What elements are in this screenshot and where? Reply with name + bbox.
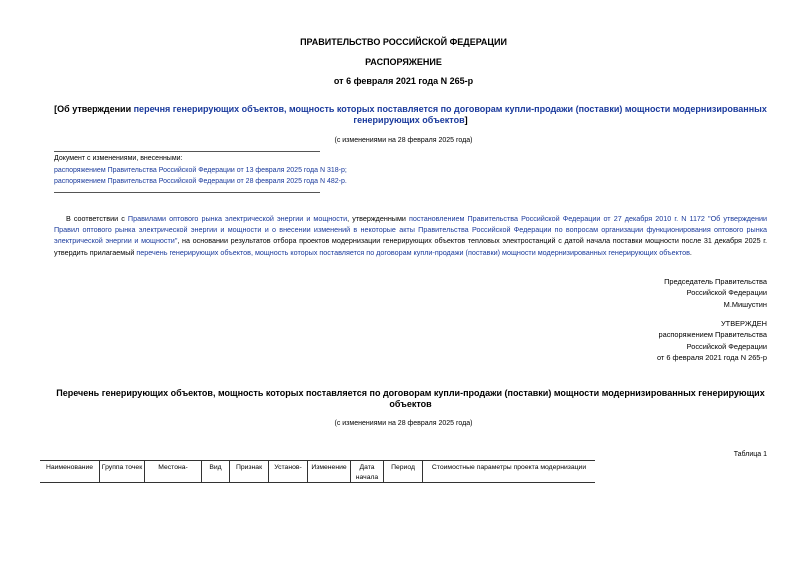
title-link[interactable]: перечня генерирующих объектов, мощность которых поставляется по договорам купли-продажи (поставки) мощности модернизированных генерирующих объектов (133, 104, 767, 125)
signature-line-1: Председатель Правительства (664, 277, 767, 286)
rules-link[interactable]: Правилами оптового рынка электрической энергии и мощности (127, 214, 348, 223)
body-text-1: В соответствии с (66, 214, 128, 223)
amended-note: (с изменениями на 28 февраля 2025 года) (334, 137, 473, 144)
table-label: Таблица 1 (733, 451, 767, 458)
col-feature: Признак (230, 461, 269, 483)
list-amended-note: (с изменениями на 28 февраля 2025 года) (334, 420, 473, 427)
col-installed: Установ- (269, 461, 308, 483)
body-text-4: . (689, 247, 692, 257)
change-link-2[interactable]: распоряжением Правительства Российской Федерации от 28 февраля 2025 года N 482-р. (54, 178, 347, 185)
col-type: Вид (202, 461, 230, 483)
government-heading: ПРАВИТЕЛЬСТВО РОССИЙСКОЙ ФЕДЕРАЦИИ (300, 37, 507, 47)
body-text-2: , утвержденными (347, 214, 409, 223)
list-title: Перечень генерирующих объектов, мощность которых поставляется по договорам купли-продажи (поставки) мощности модернизированных генерирующих объектов (56, 388, 765, 409)
document-date: от 6 февраля 2021 года N 265-р (333, 76, 474, 86)
change-link-1[interactable]: распоряжением Правительства Российской Федерации от 13 февраля 2025 года N 318-р; (54, 167, 347, 174)
approved-line-3: Российской Федерации (686, 341, 767, 351)
approved-line-4: от 6 февраля 2021 года N 265-р (656, 353, 767, 363)
decree-link[interactable]: постановлением Правительства Российской Федерации от 27 декабря 2010 г. N 1172 "Об утверждении Правил оптового рынка электрической энергии и мощности и о внесении изменений в некоторые акты Правительства Российской Федерации по вопросам организации функционирования оптового рынка электрической энергии и мощности" (54, 214, 767, 246)
body-text-3: , на основании результатов отбора проектов модернизации генерирующих объектов тепловых электростанций с датой начала поставки мощности после 31 декабря 2025 г. утвердить прилагаемый (54, 236, 767, 257)
col-name: Наименование (40, 461, 100, 483)
col-group: Группа точек (100, 461, 145, 483)
col-period: Период (384, 461, 423, 483)
signature-line-3: М.Мишустин (723, 299, 767, 309)
changes-heading: Документ с изменениями, внесенными: (54, 155, 183, 162)
approved-line-1: УТВЕРЖДЕН (720, 319, 767, 328)
col-location: Местона- (145, 461, 202, 483)
divider-top (54, 151, 320, 152)
table-header-row (40, 461, 595, 483)
divider-bottom (54, 192, 320, 193)
document-title (54, 104, 767, 126)
signature-line-2: Российской Федерации (686, 288, 767, 298)
col-change: Изменение (308, 461, 351, 483)
signature-block (517, 276, 767, 310)
col-start-date: Дата начала (351, 461, 384, 483)
body-paragraph (54, 213, 767, 258)
approved-line-2: распоряжением Правительства (658, 330, 767, 340)
title-open-bracket: [Об утверждении (54, 104, 134, 114)
objects-table (40, 460, 595, 483)
document-type: РАСПОРЯЖЕНИЕ (365, 57, 442, 67)
approved-block (517, 318, 767, 364)
col-cost-params: Стоимостные параметры проекта модернизации (431, 464, 587, 471)
title-close-bracket: ] (464, 115, 468, 125)
list-link[interactable]: перечень генерирующих объектов, мощность которых поставляется по договорам купли-продажи (поставки) мощности модернизированных генерирующих объектов (136, 247, 690, 257)
